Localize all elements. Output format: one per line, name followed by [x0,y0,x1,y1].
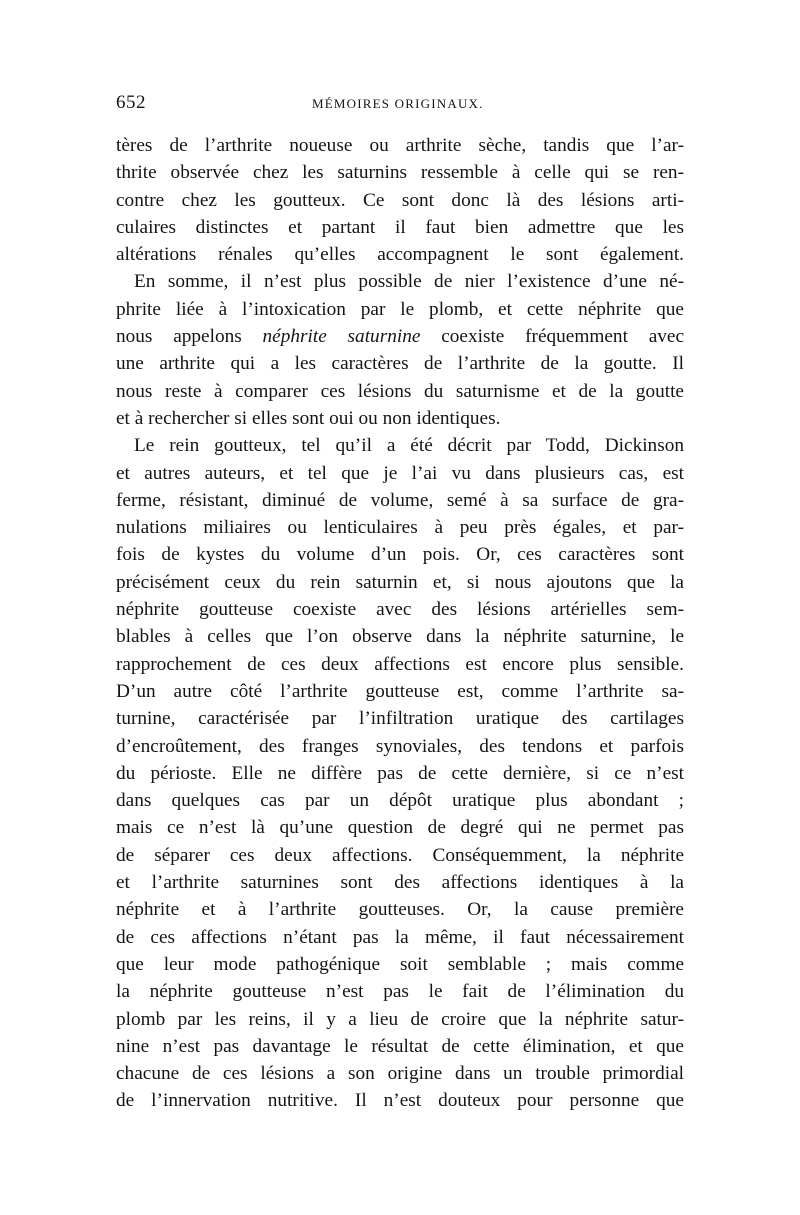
text-line: du périoste. Elle ne diffère pas de cette dernière, si ce n’est [116,762,684,784]
text-line: que leur mode pathogénique soit semblable ; mais comme [116,953,684,975]
text-line: mais ce n’est là qu’une question de degré qui ne permet pas [116,817,684,839]
text-line: ferme, résistant, diminué de volume, semé à sa surface de gra- [116,489,684,511]
text-line: phrite liée à l’intoxication par le plomb, et cette néphrite que [116,298,684,320]
text-line: la néphrite goutteuse n’est pas le fait de l’élimination du [116,981,684,1003]
text-line: tères de l’arthrite noueuse ou arthrite sèche, tandis que l’ar- [116,135,684,156]
text-line: Le rein goutteux, tel qu’il a été décrit par Todd, Dickinson [134,435,684,457]
text-line: et autres auteurs, et tel que je l’ai vu dans plusieurs cas, est [116,462,684,484]
text-line: précisément ceux du rein saturnin et, si nous ajoutons que la [116,571,684,593]
text-segment: coexiste fréquemment avec [441,326,685,348]
running-head [116,92,684,132]
text-line: d’encroûtement, des franges synoviales, des tendons et parfois [116,735,684,757]
text-line: thrite observée chez les saturnins ressemble à celle qui se ren- [116,162,684,184]
text-line: rapprochement de ces deux affections est encore plus sensible. [116,653,684,675]
text-line: une arthrite qui a les caractères de l’arthrite de la goutte. Il [116,353,684,375]
text-line: nous reste à comparer ces lésions du saturnisme et de la goutte [116,380,684,402]
paragraph-3 [116,432,684,1114]
text-segment: nous appelons [116,326,242,348]
text-line: et l’arthrite saturnines sont des affections identiques à la [116,872,684,894]
text-line-with-emphasis [116,323,684,350]
text-line: fois de kystes du volume d’un pois. Or, ces caractères sont [116,544,684,566]
page-number: 652 [116,92,146,113]
paragraph-1 [116,132,684,268]
paragraph-2 [116,268,684,432]
text-line: nulations miliaires ou lenticulaires à peu près égales, et par- [116,517,684,539]
text-line: dans quelques cas par un dépôt uratique plus abondant ; [116,790,684,812]
text-line: altérations rénales qu’elles accompagnent le sont également. [116,244,684,266]
book-page [116,92,684,1115]
emphasized-term: néphrite saturnine [262,326,421,348]
text-line: D’un autre côté l’arthrite goutteuse est, comme l’arthrite sa- [116,680,684,702]
text-line: de séparer ces deux affections. Conséquemment, la néphrite [116,844,684,866]
text-line: de ces affections n’étant pas la même, il faut nécessairement [116,926,684,948]
text-line: turnine, caractérisée par l’infiltration uratique des cartilages [116,708,684,730]
text-line: nine n’est pas davantage le résultat de cette élimination, et que [116,1035,684,1057]
text-line: de l’innervation nutritive. Il n’est douteux pour personne que [116,1090,684,1112]
body-text [116,132,684,1115]
text-line: néphrite et à l’arthrite goutteuses. Or, la cause première [116,899,684,921]
text-line: contre chez les goutteux. Ce sont donc là des lésions arti- [116,189,684,211]
text-line: et à rechercher si elles sont oui ou non identiques. [116,407,501,429]
running-title: MÉMOIRES ORIGINAUX. [312,96,484,111]
text-line: culaires distinctes et partant il faut bien admettre que les [116,216,684,238]
text-line: plomb par les reins, il y a lieu de croire que la néphrite satur- [116,1008,684,1030]
text-line: néphrite goutteuse coexiste avec des lésions artérielles sem- [116,599,684,621]
text-line: blables à celles que l’on observe dans la néphrite saturnine, le [116,626,684,648]
text-line: chacune de ces lésions a son origine dans un trouble primordial [116,1063,684,1085]
text-line: En somme, il n’est plus possible de nier l’existence d’une né- [134,271,684,293]
